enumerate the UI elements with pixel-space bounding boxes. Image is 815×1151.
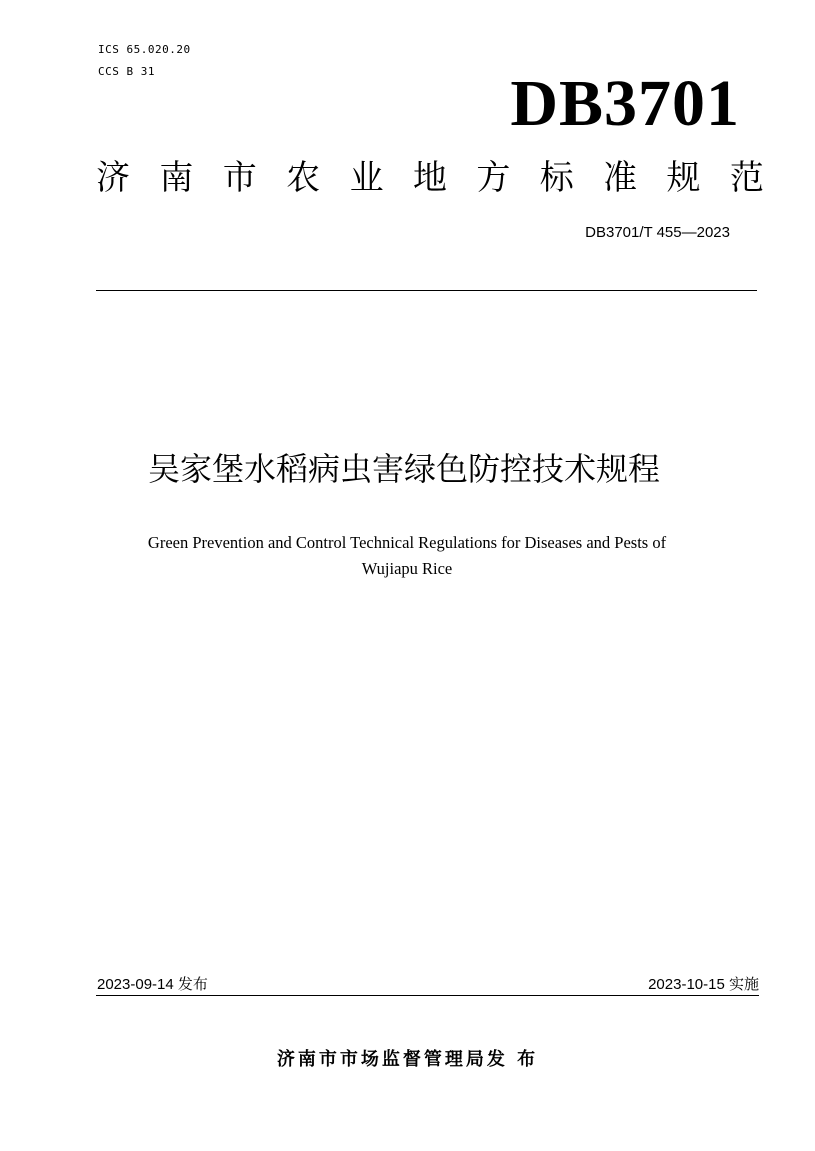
footer-divider: [96, 995, 759, 996]
standard-type-char: 标: [539, 158, 574, 198]
standard-type-char: 方: [476, 158, 511, 198]
document-title-chinese: 吴家堡水稻病虫害绿色防控技术规程: [147, 450, 660, 488]
implementation-date: 2023-10-15 实施: [648, 976, 759, 993]
standard-type-char: 地: [412, 158, 447, 198]
standard-type-char: 范: [729, 158, 764, 198]
english-title-line-2: Wujiapu Rice: [361, 559, 453, 578]
document-title-english: [90, 530, 724, 582]
publisher: 济南市市场监督管理局发 布: [276, 1049, 539, 1070]
standard-code-logo: DB3701: [510, 67, 740, 140]
standard-number: DB3701/T 455—2023: [585, 224, 730, 241]
issue-date: 2023-09-14 发布: [97, 976, 208, 993]
ics-code: ICS 65.020.20: [98, 43, 191, 56]
header-divider: [96, 290, 757, 291]
english-title-line-1: Green Prevention and Control Technical Regulations for Diseases and Pests of: [147, 533, 667, 552]
standard-type-char: 规: [666, 158, 701, 198]
standard-type-char: 农: [286, 158, 321, 198]
standard-type-title: [96, 156, 764, 200]
standard-type-char: 济: [96, 158, 130, 198]
standard-type-char: 准: [603, 158, 638, 198]
standard-type-char: 业: [349, 158, 384, 198]
standard-type-char: 南: [159, 158, 194, 198]
standard-type-char: 市: [222, 158, 257, 198]
ccs-code: CCS B 31: [98, 65, 155, 78]
